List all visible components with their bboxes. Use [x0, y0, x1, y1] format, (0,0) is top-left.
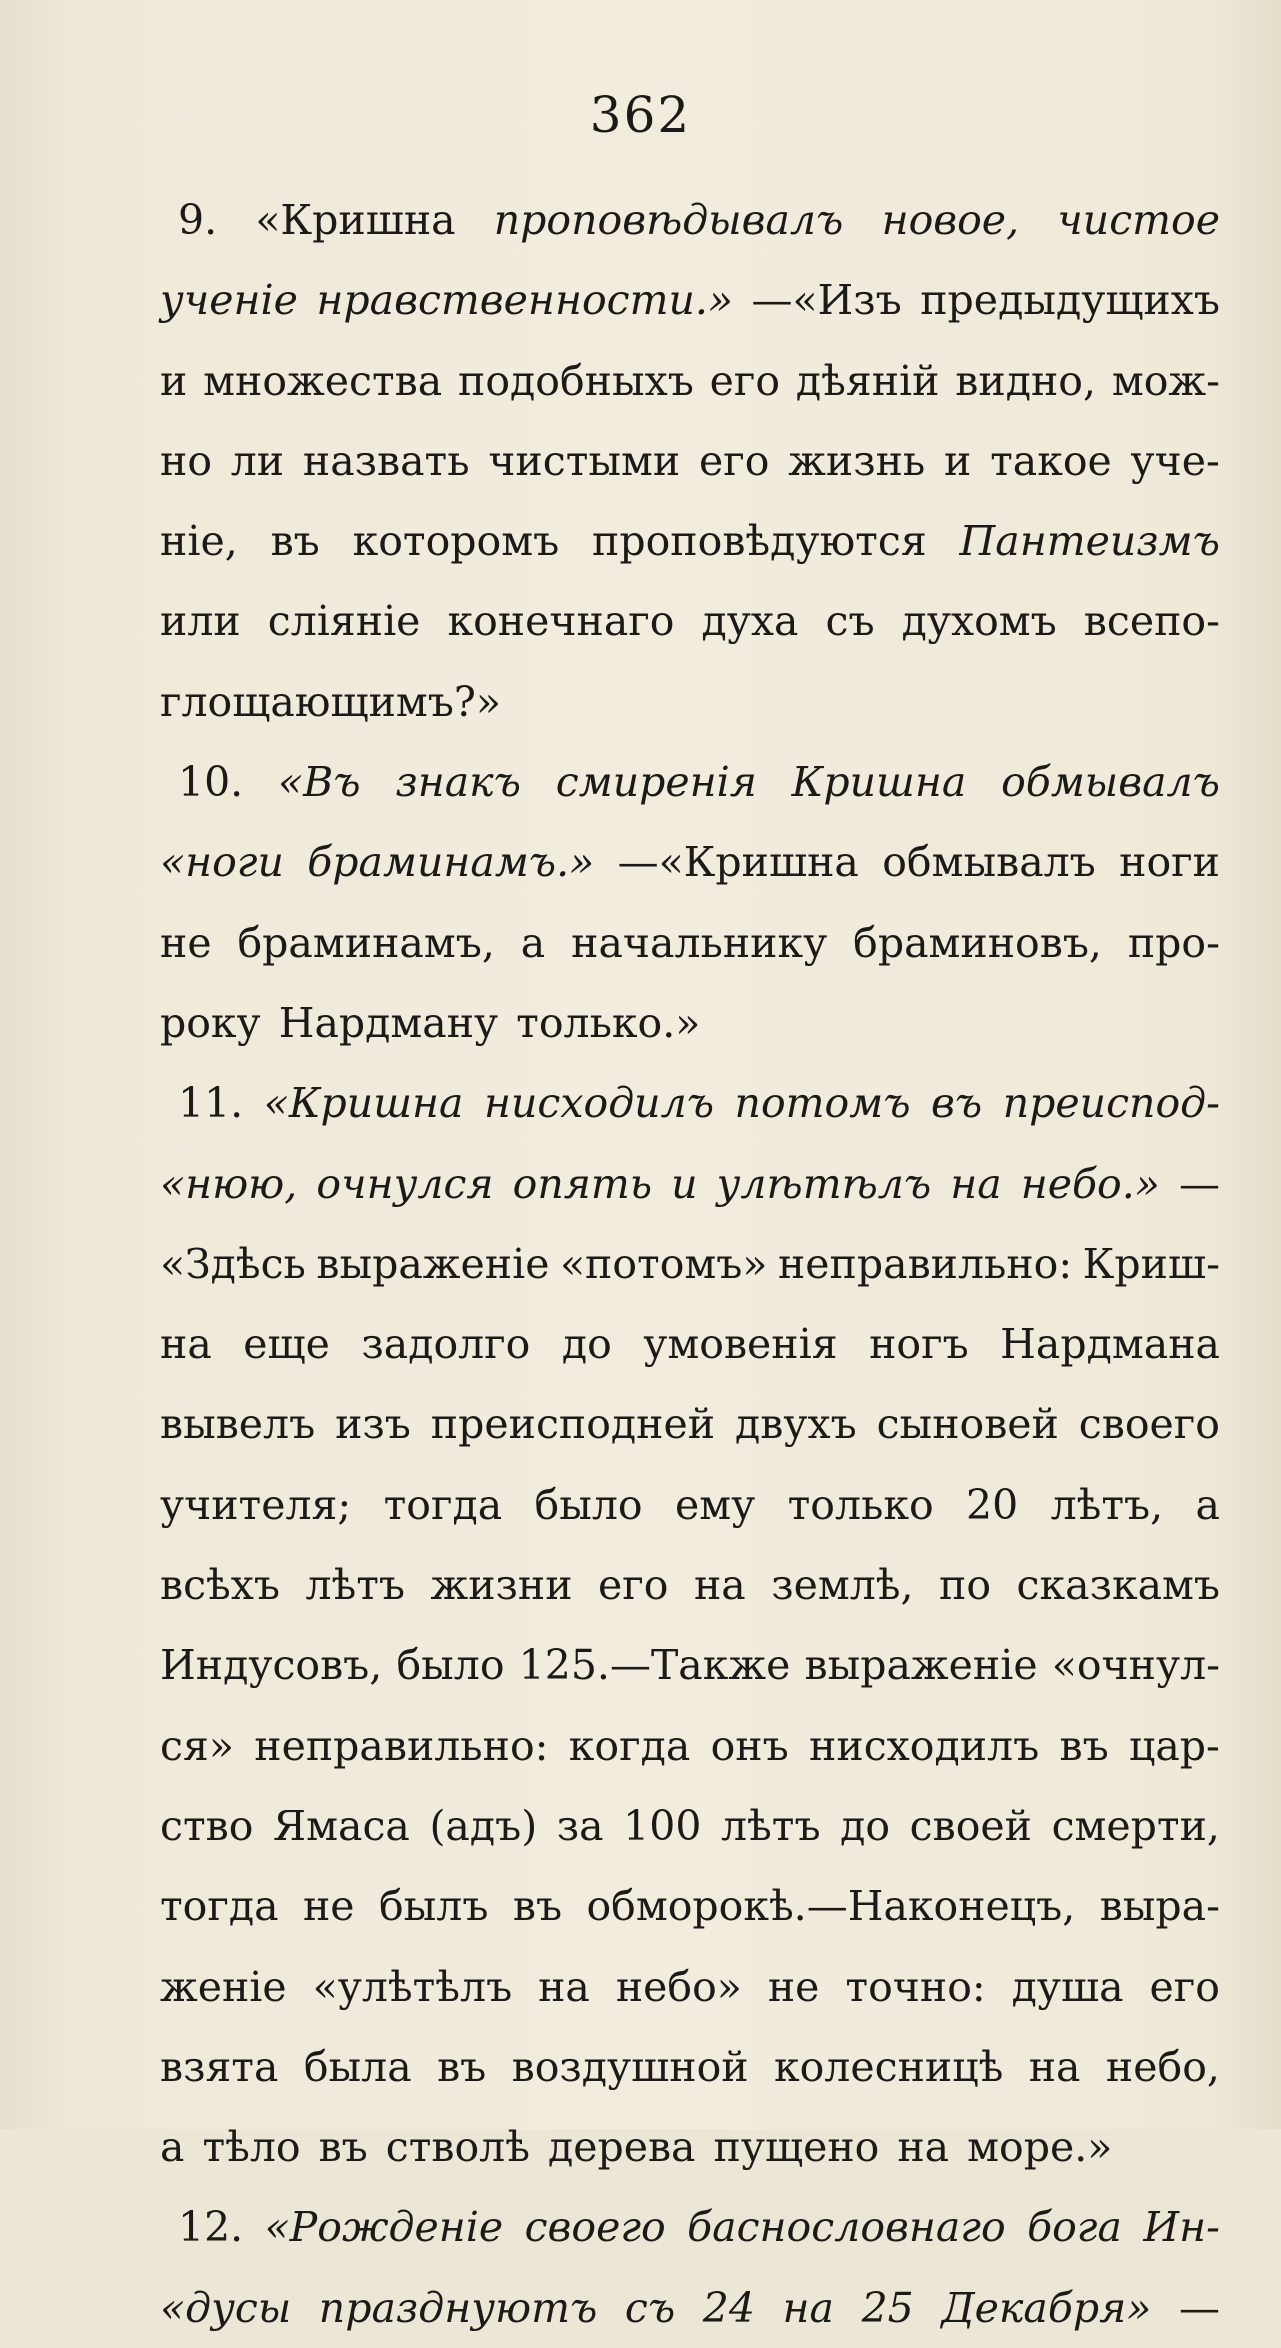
- word: небо»: [615, 1962, 742, 2011]
- text-line: [160, 662, 1220, 742]
- word: 10.: [178, 758, 244, 807]
- word: точно:: [845, 1962, 986, 2011]
- word: —«Изъ: [751, 276, 902, 325]
- text-line: [160, 341, 1220, 421]
- word: всепо-: [1083, 597, 1220, 646]
- word: лѣтъ: [721, 1801, 821, 1850]
- word: еще: [243, 1320, 330, 1369]
- word: —: [1178, 1159, 1220, 1208]
- word: взята: [160, 2042, 279, 2091]
- word: а: [520, 918, 546, 967]
- word: очнулся: [316, 1159, 494, 1208]
- word: «дусы: [160, 2283, 292, 2332]
- text-line: [160, 1224, 1220, 1304]
- word: обмывалъ: [882, 838, 1096, 887]
- word: тогда: [160, 1882, 279, 1931]
- word: его: [699, 436, 770, 485]
- word: нисходилъ: [484, 1079, 715, 1128]
- word: съ: [825, 597, 875, 646]
- word: дерева: [547, 2123, 696, 2172]
- word: тѣло: [202, 2123, 301, 2172]
- word: за: [556, 1801, 604, 1850]
- word: своего: [524, 2203, 666, 2252]
- word: по: [939, 1561, 992, 1610]
- word: на: [160, 1320, 212, 1369]
- page-number: 362: [589, 86, 692, 144]
- word: преиспод-: [1002, 1079, 1220, 1128]
- word: конечнаго: [447, 597, 675, 646]
- word: баснословнаго: [687, 2203, 1006, 2252]
- word: учителя;: [160, 1480, 352, 1529]
- word: тогда: [383, 1480, 503, 1529]
- word: его: [1149, 1962, 1220, 2011]
- word: ногъ: [869, 1320, 969, 1369]
- word: глощающимъ?»: [160, 677, 501, 726]
- text-line: [160, 1144, 1220, 1224]
- word: ученіе: [160, 276, 298, 325]
- word: въ: [1059, 1721, 1109, 1770]
- word: не: [767, 1962, 820, 2011]
- word: на: [538, 1962, 590, 2011]
- word: въ: [931, 1079, 983, 1128]
- word: стволѣ: [385, 2123, 530, 2172]
- word: ему: [674, 1480, 756, 1529]
- text-line: [160, 1625, 1220, 1705]
- word: 24: [702, 2283, 755, 2332]
- word: браминамъ.»: [307, 838, 595, 887]
- word: своей: [909, 1801, 1032, 1850]
- word: предыдущихъ: [920, 276, 1220, 325]
- word: неправильно:: [777, 1239, 1073, 1288]
- word: смерти,: [1051, 1801, 1220, 1850]
- word: празднуютъ: [318, 2283, 598, 2332]
- word: не: [160, 918, 212, 967]
- word: 100: [623, 1801, 702, 1850]
- word: нисходилъ: [809, 1721, 1040, 1770]
- word: которомъ: [352, 517, 560, 566]
- word: новое,: [881, 196, 1020, 244]
- word: своего: [1078, 1400, 1220, 1449]
- word: «потомъ»: [559, 1239, 768, 1288]
- word: нравственности.»: [316, 276, 733, 325]
- word: его: [709, 356, 781, 405]
- word: (адъ): [429, 1801, 538, 1850]
- word: всѣхъ: [160, 1561, 280, 1610]
- text-line: [160, 1545, 1220, 1625]
- word: выраженіе: [804, 1641, 1038, 1690]
- word: въ: [270, 517, 320, 566]
- word: ство: [160, 1801, 254, 1850]
- word: «нюю,: [160, 1159, 298, 1208]
- word: выра-: [1099, 1882, 1220, 1931]
- word: такое: [990, 436, 1112, 485]
- word: —: [1178, 2283, 1220, 2332]
- text-line: [160, 1866, 1220, 1946]
- word: Ин-: [1143, 2203, 1220, 2252]
- word: браминовъ,: [853, 918, 1102, 967]
- text-line: [160, 2268, 1220, 2348]
- text-line: [160, 260, 1220, 340]
- word: смиренія: [555, 758, 757, 807]
- word: Нардмана: [1000, 1320, 1220, 1369]
- word: 12.: [178, 2203, 244, 2252]
- text-line: [160, 1304, 1220, 1384]
- text-line: [160, 1384, 1220, 1464]
- text-line: [160, 581, 1220, 661]
- word: обморокѣ.—Наконецъ,: [586, 1882, 1076, 1931]
- word: и: [944, 436, 972, 485]
- text-line: [160, 742, 1220, 822]
- word: землѣ,: [771, 1561, 914, 1610]
- text-line: [160, 1786, 1220, 1866]
- word: была: [303, 2042, 412, 2091]
- text-line: [160, 180, 1220, 260]
- word: ніе,: [160, 517, 238, 566]
- word: чистое: [1057, 196, 1220, 244]
- word: духа: [701, 597, 799, 646]
- text-line: [160, 1947, 1220, 2027]
- word: лѣтъ,: [1050, 1480, 1164, 1529]
- word: небо,: [1105, 2042, 1220, 2091]
- word: на: [950, 1159, 1002, 1208]
- word: бога: [1027, 2203, 1122, 2252]
- word: Декабря»: [941, 2283, 1152, 2332]
- word: вывелъ: [160, 1400, 316, 1449]
- word: изъ: [335, 1400, 411, 1449]
- word: а: [160, 2123, 185, 2172]
- word: колесницѣ: [774, 2042, 1004, 2091]
- word: въ: [318, 2123, 368, 2172]
- word: только.»: [516, 998, 701, 1047]
- word: про-: [1127, 918, 1220, 967]
- word: двухъ: [735, 1400, 857, 1449]
- word: ся»: [160, 1721, 234, 1770]
- word: «Въ: [278, 758, 361, 807]
- word: на: [693, 1561, 746, 1610]
- text-line: [160, 903, 1220, 983]
- text-line: [160, 421, 1220, 501]
- word: воздушной: [511, 2042, 749, 2091]
- word: въ: [437, 2042, 487, 2091]
- word: чистыми: [488, 436, 681, 485]
- word: 20: [966, 1480, 1019, 1529]
- word: 25: [861, 2283, 914, 2332]
- word: его: [598, 1561, 669, 1610]
- text-line: [160, 1706, 1220, 1786]
- word: Кришна: [791, 758, 967, 807]
- word: браминамъ,: [237, 918, 495, 967]
- word: и: [671, 1159, 698, 1208]
- word: Ямаса: [273, 1801, 410, 1850]
- word: 11.: [178, 1079, 244, 1128]
- word: 9.: [178, 196, 218, 244]
- word: улѣтѣлъ: [716, 1159, 932, 1208]
- word: и: [160, 356, 188, 405]
- word: душа: [1011, 1962, 1124, 2011]
- word: не: [302, 1882, 355, 1931]
- word: на: [1028, 2042, 1081, 2091]
- word: съ: [624, 2283, 676, 2332]
- word: опять: [512, 1159, 653, 1208]
- word: до: [840, 1801, 891, 1850]
- word: 125.—Также: [518, 1641, 791, 1690]
- word: видно,: [955, 356, 1096, 405]
- word: Нардману: [278, 998, 499, 1047]
- word: онъ: [710, 1721, 789, 1770]
- word: дѣяній: [795, 356, 940, 405]
- word: «очнул-: [1051, 1641, 1220, 1690]
- word: знакъ: [395, 758, 521, 807]
- text-line: [160, 2027, 1220, 2107]
- word: когда: [568, 1721, 691, 1770]
- word: сліяніе: [267, 597, 421, 646]
- word: пущено: [713, 2123, 880, 2172]
- word: лѣтъ: [305, 1561, 406, 1610]
- word: року: [160, 998, 261, 1047]
- word: задолго: [361, 1320, 531, 1369]
- word: потомъ: [734, 1079, 911, 1128]
- text-line: [160, 2187, 1220, 2267]
- word: уче-: [1130, 436, 1220, 485]
- word: сказкамъ: [1016, 1561, 1220, 1610]
- word: женіе: [160, 1962, 287, 2011]
- word: выраженіе: [316, 1239, 550, 1288]
- word: небо.»: [1020, 1159, 1160, 1208]
- word: Пантеизмъ: [959, 517, 1220, 566]
- word: «Кришна: [255, 196, 456, 244]
- word: —«Кришна: [617, 838, 859, 887]
- word: обмывалъ: [1001, 758, 1220, 807]
- word: жизни: [430, 1561, 573, 1610]
- word: «ноги: [160, 838, 284, 887]
- text-line: [160, 501, 1220, 581]
- word: было: [534, 1480, 643, 1529]
- text-line: [160, 983, 1220, 1063]
- word: преисподней: [430, 1400, 716, 1449]
- text-line: [160, 1063, 1220, 1143]
- word: до: [561, 1320, 612, 1369]
- word: Индусовъ,: [160, 1641, 383, 1690]
- word: море.»: [967, 2123, 1113, 2172]
- word: «Рожденіе: [264, 2203, 504, 2252]
- word: духомъ: [901, 597, 1057, 646]
- word: цар-: [1129, 1721, 1220, 1770]
- text-line: [160, 2107, 1220, 2187]
- word: «улѣтѣлъ: [312, 1962, 513, 2011]
- word: множества: [203, 356, 443, 405]
- page-body-text: [160, 180, 1220, 2348]
- word: былъ: [378, 1882, 489, 1931]
- word: ноги: [1119, 838, 1220, 887]
- word: ли: [230, 436, 285, 485]
- word: неправильно:: [254, 1721, 549, 1770]
- word: начальнику: [571, 918, 828, 967]
- word: было: [396, 1641, 505, 1690]
- word: сыновей: [876, 1400, 1059, 1449]
- word: жизнь: [788, 436, 926, 485]
- word: на: [897, 2123, 950, 2172]
- word: Криш-: [1082, 1239, 1220, 1288]
- word: въ: [512, 1882, 563, 1931]
- word: мож-: [1111, 356, 1220, 405]
- word: «Кришна: [263, 1079, 464, 1128]
- word: на: [782, 2283, 834, 2332]
- word: а: [1195, 1480, 1220, 1529]
- word: умовенія: [643, 1320, 838, 1369]
- text-line: [160, 1465, 1220, 1545]
- word: «Здѣсь: [160, 1239, 306, 1288]
- word: проповѣдуются: [592, 517, 927, 566]
- word: подобныхъ: [458, 356, 694, 405]
- word: только: [787, 1480, 934, 1529]
- word: проповѣдывалъ: [493, 196, 844, 244]
- text-line: [160, 822, 1220, 902]
- word: назвать: [302, 436, 470, 485]
- word: или: [160, 597, 241, 646]
- word: но: [160, 436, 213, 485]
